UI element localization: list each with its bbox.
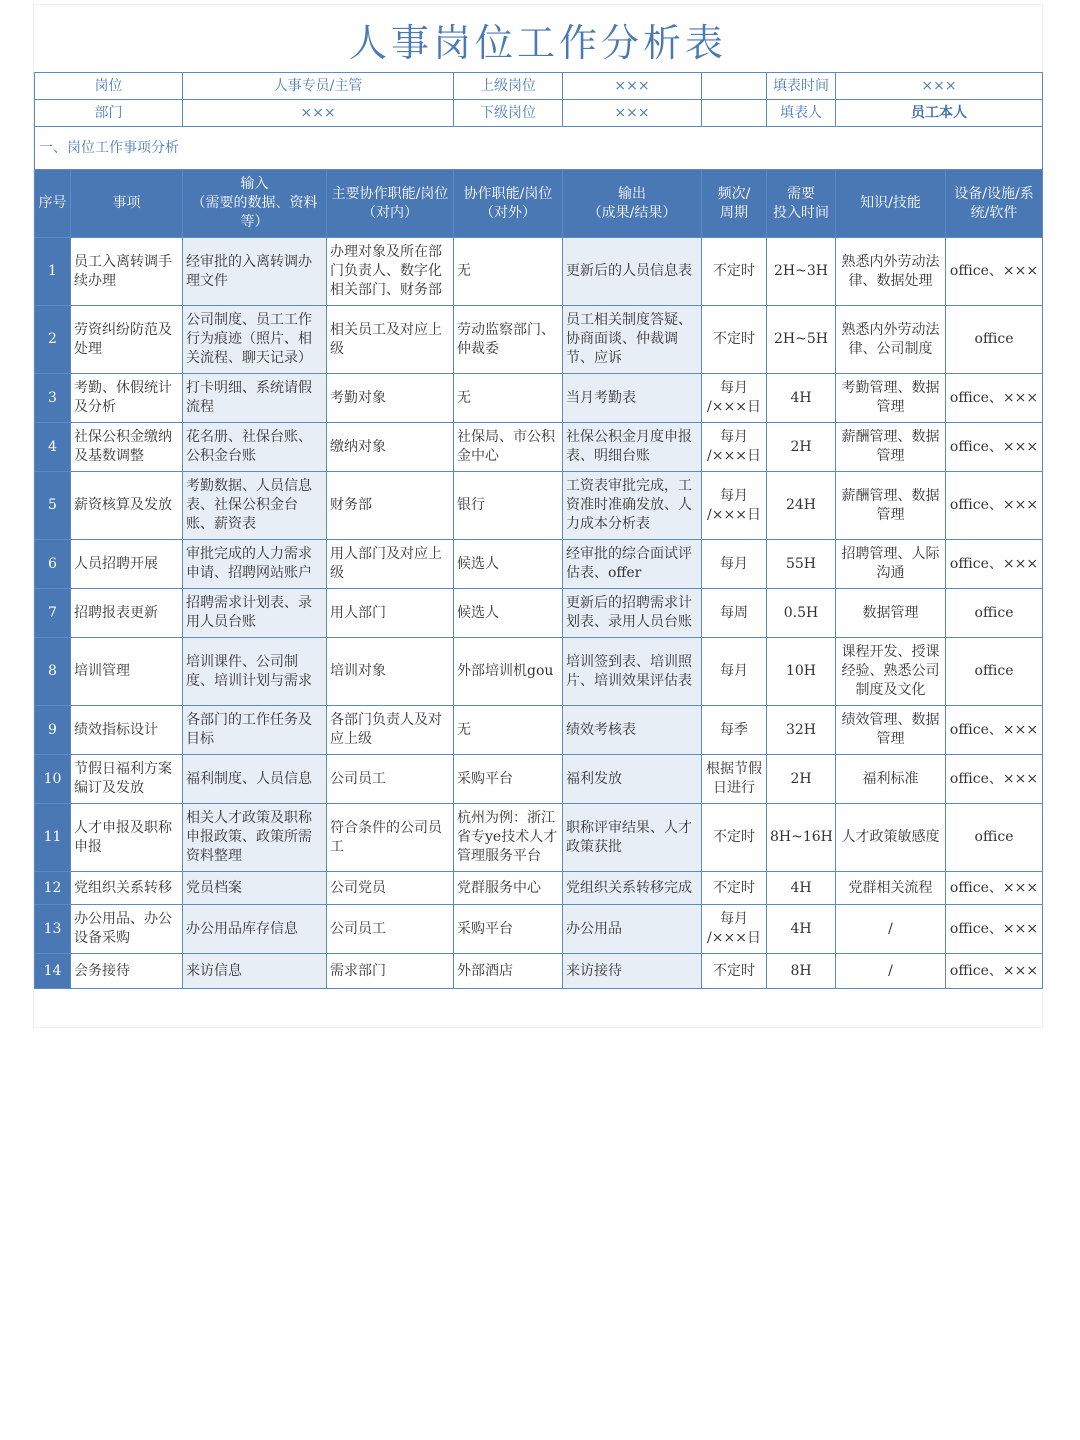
cell-time: 2H~5H — [767, 306, 836, 374]
section-title: 一、岗位工作事项分析 — [35, 127, 1043, 170]
table-row — [35, 374, 1043, 423]
cell-frequency: 不定时 — [702, 954, 767, 989]
cell-index: 13 — [35, 905, 71, 954]
cell-tools: office、××× — [946, 423, 1043, 472]
cell-skills: 考勤管理、数据管理 — [836, 374, 946, 423]
analysis-table — [34, 72, 1043, 989]
table-row — [35, 706, 1043, 755]
cell-output: 福利发放 — [563, 755, 702, 804]
section-row — [35, 127, 1043, 170]
label-filler: 填表人 — [767, 100, 836, 127]
cell-frequency: 不定时 — [702, 872, 767, 905]
cell-item: 招聘报表更新 — [71, 589, 183, 638]
cell-tools: office、××× — [946, 755, 1043, 804]
cell-skills: 福利标准 — [836, 755, 946, 804]
cell-frequency: 不定时 — [702, 804, 767, 872]
cell-output: 工资表审批完成，工资准时准确发放、人力成本分析表 — [563, 472, 702, 540]
header-index: 序号 — [35, 170, 71, 238]
cell-tools: office — [946, 589, 1043, 638]
table-row — [35, 954, 1043, 989]
cell-internal: 公司党员 — [327, 872, 454, 905]
cell-item: 薪资核算及发放 — [71, 472, 183, 540]
info-row-2 — [35, 100, 1043, 127]
cell-item: 人才申报及职称申报 — [71, 804, 183, 872]
cell-frequency: 每月 /×××日 — [702, 905, 767, 954]
value-position: 人事专员/主管 — [183, 73, 454, 100]
worksheet — [33, 4, 1043, 1028]
cell-time: 2H — [767, 423, 836, 472]
cell-skills: 课程开发、授课经验、熟悉公司制度及文化 — [836, 638, 946, 706]
cell-index: 12 — [35, 872, 71, 905]
table-row — [35, 905, 1043, 954]
cell-output: 培训签到表、培训照片、培训效果评估表 — [563, 638, 702, 706]
header-skills: 知识/技能 — [836, 170, 946, 238]
cell-input: 公司制度、员工工作行为痕迹（照片、相关流程、聊天记录） — [183, 306, 327, 374]
cell-skills: 数据管理 — [836, 589, 946, 638]
cell-external: 外部酒店 — [454, 954, 563, 989]
cell-internal: 公司员工 — [327, 905, 454, 954]
header-input: 输入 （需要的数据、资料等） — [183, 170, 327, 238]
label-position: 岗位 — [35, 73, 183, 100]
cell-skills: 党群相关流程 — [836, 872, 946, 905]
cell-input: 办公用品库存信息 — [183, 905, 327, 954]
cell-item: 办公用品、办公设备采购 — [71, 905, 183, 954]
cell-internal: 各部门负责人及对应上级 — [327, 706, 454, 755]
cell-frequency: 每月 — [702, 638, 767, 706]
header-external: 协作职能/岗位（对外） — [454, 170, 563, 238]
cell-external: 无 — [454, 706, 563, 755]
page-title: 人事岗位工作分析表 — [348, 21, 727, 65]
cell-input: 审批完成的人力需求申请、招聘网站账户 — [183, 540, 327, 589]
cell-output: 更新后的人员信息表 — [563, 238, 702, 306]
cell-input: 来访信息 — [183, 954, 327, 989]
cell-internal: 财务部 — [327, 472, 454, 540]
cell-tools: office、××× — [946, 540, 1043, 589]
blank-cell — [702, 100, 767, 127]
cell-time: 0.5H — [767, 589, 836, 638]
cell-item: 劳资纠纷防范及处理 — [71, 306, 183, 374]
cell-output: 经审批的综合面试评估表、offer — [563, 540, 702, 589]
cell-tools: office、××× — [946, 374, 1043, 423]
cell-output: 社保公积金月度申报表、明细台账 — [563, 423, 702, 472]
cell-time: 4H — [767, 374, 836, 423]
info-row-1 — [35, 73, 1043, 100]
cell-tools: office、××× — [946, 472, 1043, 540]
header-item: 事项 — [71, 170, 183, 238]
cell-time: 4H — [767, 905, 836, 954]
cell-item: 节假日福利方案编订及发放 — [71, 755, 183, 804]
cell-skills: 招聘管理、人际沟通 — [836, 540, 946, 589]
cell-external: 无 — [454, 238, 563, 306]
cell-input: 花名册、社保台账、公积金台账 — [183, 423, 327, 472]
cell-internal: 考勤对象 — [327, 374, 454, 423]
label-subordinate: 下级岗位 — [454, 100, 563, 127]
table-row — [35, 755, 1043, 804]
cell-input: 经审批的入离转调办理文件 — [183, 238, 327, 306]
cell-internal: 需求部门 — [327, 954, 454, 989]
cell-frequency: 每月 /×××日 — [702, 423, 767, 472]
cell-index: 1 — [35, 238, 71, 306]
cell-external: 党群服务中心 — [454, 872, 563, 905]
cell-external: 劳动监察部门、仲裁委 — [454, 306, 563, 374]
cell-input: 各部门的工作任务及目标 — [183, 706, 327, 755]
table-row — [35, 638, 1043, 706]
value-filler: 员工本人 — [836, 100, 1043, 127]
value-department: ××× — [183, 100, 454, 127]
cell-external: 社保局、市公积金中心 — [454, 423, 563, 472]
cell-index: 8 — [35, 638, 71, 706]
cell-output: 绩效考核表 — [563, 706, 702, 755]
cell-frequency: 根据节假日进行 — [702, 755, 767, 804]
cell-input: 打卡明细、系统请假流程 — [183, 374, 327, 423]
cell-tools: office、××× — [946, 954, 1043, 989]
cell-input: 相关人才政策及职称申报政策、政策所需资料整理 — [183, 804, 327, 872]
cell-time: 2H — [767, 755, 836, 804]
cell-external: 银行 — [454, 472, 563, 540]
cell-index: 10 — [35, 755, 71, 804]
cell-skills: 人才政策敏感度 — [836, 804, 946, 872]
cell-tools: office、××× — [946, 872, 1043, 905]
cell-skills: / — [836, 954, 946, 989]
value-superior: ××× — [563, 73, 702, 100]
cell-frequency: 每月 /×××日 — [702, 374, 767, 423]
table-row — [35, 804, 1043, 872]
label-superior: 上级岗位 — [454, 73, 563, 100]
cell-item: 党组织关系转移 — [71, 872, 183, 905]
cell-index: 11 — [35, 804, 71, 872]
cell-input: 党员档案 — [183, 872, 327, 905]
cell-time: 32H — [767, 706, 836, 755]
cell-output: 职称评审结果、人才政策获批 — [563, 804, 702, 872]
label-fill-time: 填表时间 — [767, 73, 836, 100]
table-header-row — [35, 170, 1043, 238]
header-time: 需要 投入时间 — [767, 170, 836, 238]
cell-index: 5 — [35, 472, 71, 540]
cell-internal: 用人部门 — [327, 589, 454, 638]
cell-external: 采购平台 — [454, 905, 563, 954]
cell-time: 55H — [767, 540, 836, 589]
value-subordinate: ××× — [563, 100, 702, 127]
cell-tools: office、××× — [946, 905, 1043, 954]
cell-frequency: 每月 /×××日 — [702, 472, 767, 540]
cell-external: 候选人 — [454, 540, 563, 589]
cell-internal: 缴纳对象 — [327, 423, 454, 472]
cell-time: 24H — [767, 472, 836, 540]
table-row — [35, 238, 1043, 306]
cell-input: 福利制度、人员信息 — [183, 755, 327, 804]
cell-external: 外部培训机gou — [454, 638, 563, 706]
cell-output: 更新后的招聘需求计划表、录用人员台账 — [563, 589, 702, 638]
cell-tools: office — [946, 638, 1043, 706]
cell-internal: 用人部门及对应上级 — [327, 540, 454, 589]
cell-item: 考勤、休假统计及分析 — [71, 374, 183, 423]
cell-item: 绩效指标设计 — [71, 706, 183, 755]
header-frequency: 频次/ 周期 — [702, 170, 767, 238]
cell-index: 2 — [35, 306, 71, 374]
cell-frequency: 每周 — [702, 589, 767, 638]
header-internal: 主要协作职能/岗位（对内） — [327, 170, 454, 238]
cell-tools: office、××× — [946, 706, 1043, 755]
cell-external: 候选人 — [454, 589, 563, 638]
table-row — [35, 589, 1043, 638]
cell-index: 9 — [35, 706, 71, 755]
table-row — [35, 423, 1043, 472]
cell-tools: office — [946, 306, 1043, 374]
cell-time: 10H — [767, 638, 836, 706]
table-row — [35, 306, 1043, 374]
cell-external: 无 — [454, 374, 563, 423]
cell-output: 办公用品 — [563, 905, 702, 954]
cell-tools: office、××× — [946, 238, 1043, 306]
cell-index: 14 — [35, 954, 71, 989]
cell-tools: office — [946, 804, 1043, 872]
value-fill-time: ××× — [836, 73, 1043, 100]
cell-skills: 薪酬管理、数据管理 — [836, 472, 946, 540]
cell-output: 当月考勤表 — [563, 374, 702, 423]
cell-skills: 熟悉内外劳动法律、数据处理 — [836, 238, 946, 306]
cell-frequency: 每季 — [702, 706, 767, 755]
header-tools: 设备/设施/系统/软件 — [946, 170, 1043, 238]
cell-internal: 公司员工 — [327, 755, 454, 804]
cell-frequency: 不定时 — [702, 306, 767, 374]
cell-skills: 薪酬管理、数据管理 — [836, 423, 946, 472]
cell-item: 员工入离转调手续办理 — [71, 238, 183, 306]
cell-time: 8H~16H — [767, 804, 836, 872]
cell-skills: 绩效管理、数据管理 — [836, 706, 946, 755]
blank-cell — [702, 73, 767, 100]
cell-input: 培训课件、公司制度、培训计划与需求 — [183, 638, 327, 706]
cell-frequency: 每月 — [702, 540, 767, 589]
cell-time: 2H~3H — [767, 238, 836, 306]
cell-internal: 培训对象 — [327, 638, 454, 706]
cell-internal: 相关员工及对应上级 — [327, 306, 454, 374]
cell-item: 会务接待 — [71, 954, 183, 989]
cell-frequency: 不定时 — [702, 238, 767, 306]
cell-skills: / — [836, 905, 946, 954]
cell-internal: 办理对象及所在部门负责人、数字化相关部门、财务部 — [327, 238, 454, 306]
header-output: 输出 （成果/结果） — [563, 170, 702, 238]
cell-item: 培训管理 — [71, 638, 183, 706]
table-row — [35, 872, 1043, 905]
cell-input: 招聘需求计划表、录用人员台账 — [183, 589, 327, 638]
label-department: 部门 — [35, 100, 183, 127]
cell-index: 4 — [35, 423, 71, 472]
cell-item: 人员招聘开展 — [71, 540, 183, 589]
cell-item: 社保公积金缴纳及基数调整 — [71, 423, 183, 472]
cell-output: 党组织关系转移完成 — [563, 872, 702, 905]
cell-index: 3 — [35, 374, 71, 423]
cell-input: 考勤数据、人员信息表、社保公积金台账、薪资表 — [183, 472, 327, 540]
table-row — [35, 540, 1043, 589]
cell-index: 7 — [35, 589, 71, 638]
table-row — [35, 472, 1043, 540]
cell-time: 8H — [767, 954, 836, 989]
cell-time: 4H — [767, 872, 836, 905]
cell-external: 采购平台 — [454, 755, 563, 804]
cell-output: 来访接待 — [563, 954, 702, 989]
cell-skills: 熟悉内外劳动法律、公司制度 — [836, 306, 946, 374]
cell-internal: 符合条件的公司员工 — [327, 804, 454, 872]
cell-index: 6 — [35, 540, 71, 589]
cell-output: 员工相关制度答疑、协商面谈、仲裁调节、应诉 — [563, 306, 702, 374]
cell-external: 杭州为例：浙江省专ye技术人才管理服务平台 — [454, 804, 563, 872]
